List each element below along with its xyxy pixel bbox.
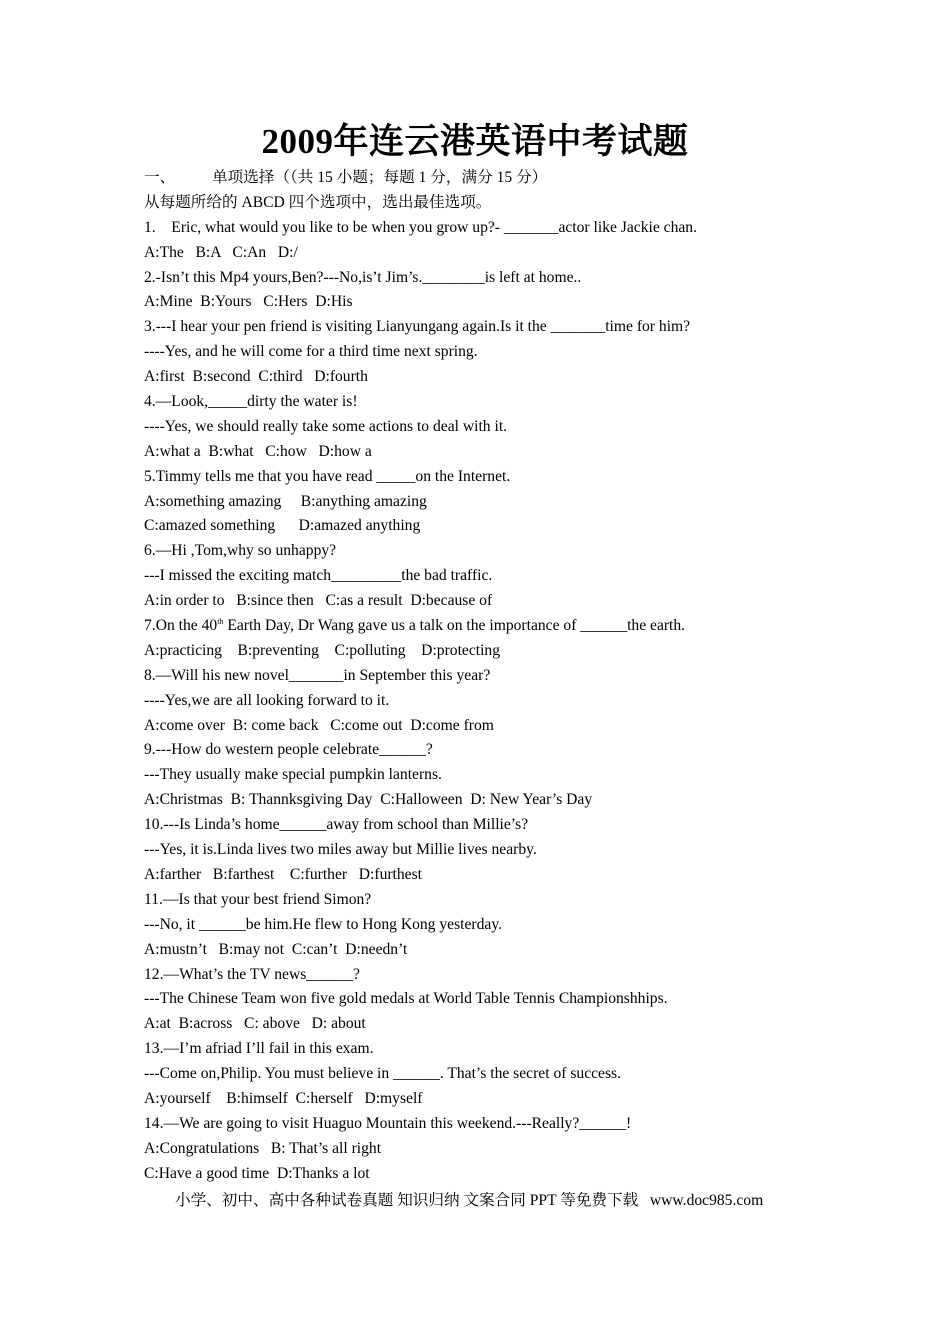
question-1	[144, 216, 844, 266]
question-text: 10.---Is Linda’s home______away from school than Millie’s?	[144, 816, 529, 834]
question-text-end: Earth Day, Dr Wang gave us a talk on the importance of ______the earth.	[223, 617, 686, 635]
question-text: 9.---How do western people celebrate______?	[144, 741, 433, 759]
question-response: ---Come on,Philip. You must believe in ______. That’s the secret of success.	[144, 1065, 621, 1083]
answer-options: A:The B:A C:An D:/	[144, 243, 298, 261]
question-text: 1. Eric, what would you like to be when you grow up?- _______actor like Jackie chan.	[144, 218, 697, 236]
answer-options: A:in order to B:since then C:as a result D:because of	[144, 592, 493, 610]
question-5	[144, 465, 844, 540]
question-text: 11.—Is that your best friend Simon?	[144, 890, 372, 908]
exam-content	[144, 166, 844, 1187]
answer-options: A:Congratulations B: That’s all right	[144, 1139, 382, 1157]
page-title: 2009年连云港英语中考试题	[261, 122, 689, 161]
question-text: 8.—Will his new novel_______in September this year?	[144, 666, 491, 684]
section-heading	[144, 166, 844, 191]
answer-options: A:Mine B:Yours C:Hers D:His	[144, 293, 353, 311]
page-footer: 小学、初中、高中各种试卷真题 知识归纳 文案合同 PPT 等免费下载 www.doc985.com	[175, 1192, 764, 1209]
question-response: ---Yes, it is.Linda lives two miles away but Millie lives nearby.	[144, 841, 537, 859]
question-text: 12.—What’s the TV news______?	[144, 965, 360, 983]
answer-options: A:at B:across C: above D: about	[144, 1015, 366, 1033]
answer-options: A:practicing B:preventing C:polluting D:protecting	[144, 641, 500, 659]
question-2	[144, 266, 844, 316]
answer-options: A:yourself B:himself C:herself D:myself	[144, 1089, 423, 1107]
question-response: ---No, it ______be him.He flew to Hong Kong yesterday.	[144, 915, 503, 933]
answer-options: A:something amazing B:anything amazing	[144, 492, 427, 510]
question-text: 4.—Look,_____dirty the water is!	[144, 393, 358, 411]
ordinal-suffix: th	[217, 616, 224, 626]
question-response: ---They usually make special pumpkin lanterns.	[144, 766, 442, 784]
answer-options: A:mustn’t B:may not C:can’t D:needn’t	[144, 940, 408, 958]
question-response: ----Yes, we should really take some actions to deal with it.	[144, 417, 508, 435]
question-text	[144, 614, 844, 639]
section-number: 一、	[144, 169, 176, 186]
question-response: ---I missed the exciting match_________the bad traffic.	[144, 567, 493, 585]
question-3	[144, 315, 844, 390]
question-13	[144, 1037, 844, 1112]
answer-options: A:farther B:farthest C:further D:furthest	[144, 865, 423, 883]
answer-options: A:first B:second C:third D:fourth	[144, 368, 368, 386]
question-response: ----Yes, and he will come for a third time next spring.	[144, 343, 478, 361]
answer-options: A:Christmas B: Thannksgiving Day C:Halloween D: New Year’s Day	[144, 791, 593, 809]
section-instruction: 从每题所给的 ABCD 四个选项中，选出最佳选项。	[144, 193, 492, 211]
question-6	[144, 539, 844, 614]
question-text: 14.—We are going to visit Huaguo Mountain this weekend.---Really?______!	[144, 1114, 632, 1132]
question-14	[144, 1112, 844, 1187]
question-text-start: 7.On the 40	[144, 617, 218, 635]
question-7	[144, 614, 844, 664]
question-text: 6.—Hi ,Tom,why so unhappy?	[144, 542, 337, 560]
answer-options: A:what a B:what C:how D:how a	[144, 442, 372, 460]
question-response: ----Yes,we are all looking forward to it.	[144, 691, 390, 709]
question-response: ---The Chinese Team won five gold medals at World Table Tennis Championshhips.	[144, 990, 668, 1008]
answer-options: A:come over B: come back C:come out D:come from	[144, 716, 494, 734]
question-10	[144, 813, 844, 888]
section-heading-text: 单项选择（（共 15 小题；每题 1 分，满分 15 分）	[212, 169, 548, 186]
question-9	[144, 738, 844, 813]
question-12	[144, 963, 844, 1038]
question-text: 5.Timmy tells me that you have read _____on the Internet.	[144, 467, 511, 485]
question-8	[144, 664, 844, 739]
question-4	[144, 390, 844, 465]
answer-options: C:amazed something D:amazed anything	[144, 517, 421, 535]
question-text: 2.-Isn’t this Mp4 yours,Ben?---No,is’t Jim’s.________is left at home..	[144, 268, 582, 286]
answer-options: C:Have a good time D:Thanks a lot	[144, 1164, 370, 1182]
question-text: 3.---I hear your pen friend is visiting Lianyungang again.Is it the _______time for him?	[144, 318, 691, 336]
question-text: 13.—I’m afriad I’ll fail in this exam.	[144, 1040, 374, 1058]
question-11	[144, 888, 844, 963]
